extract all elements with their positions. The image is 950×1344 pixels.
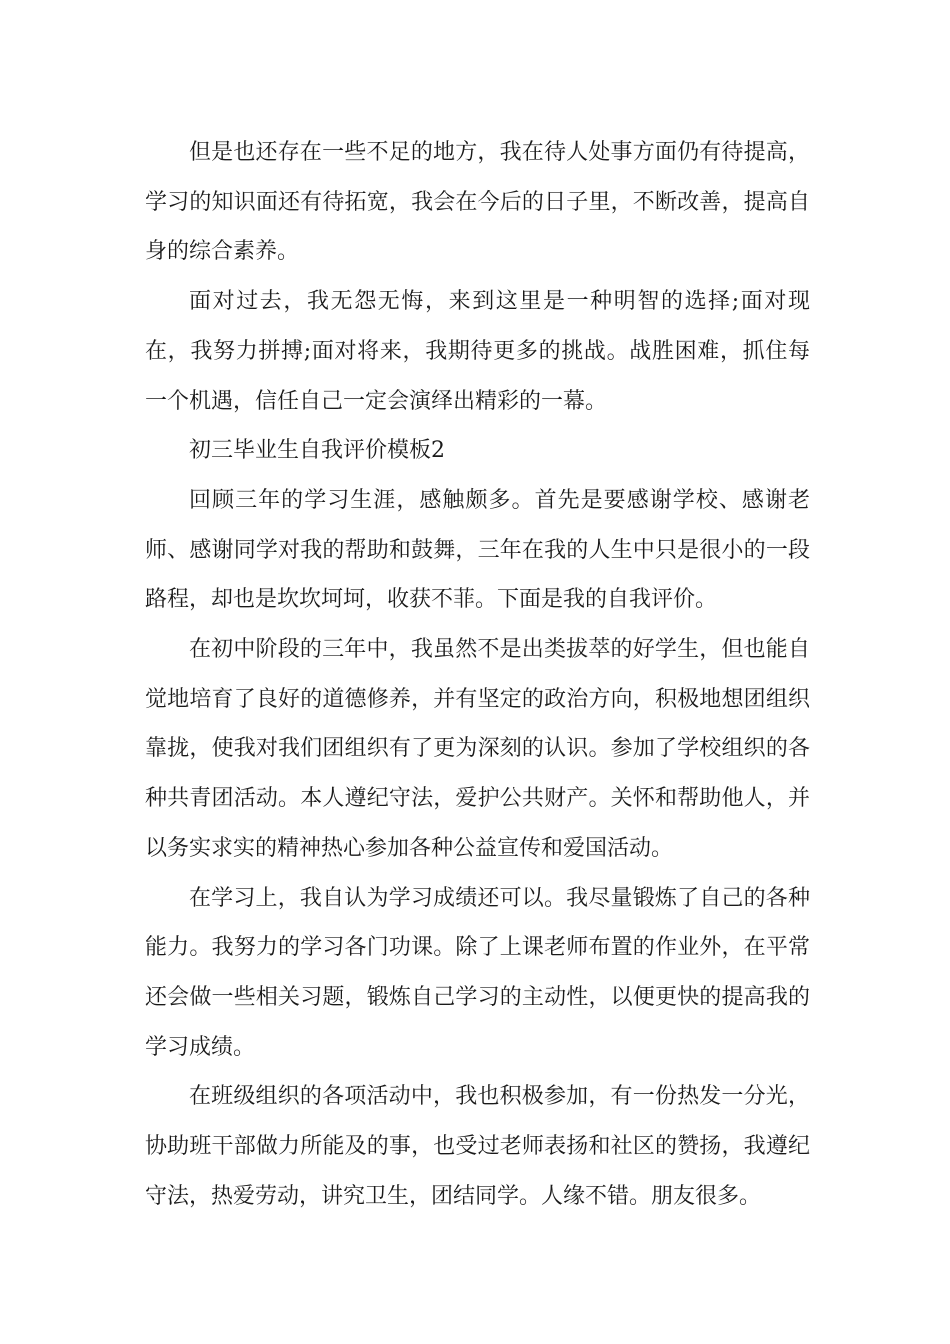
document-body bbox=[145, 128, 810, 1221]
paragraph-facing-past: 面对过去，我无怨无悔，来到这里是一种明智的选择;面对现在，我努力拼搏;面对将来，我期待更多的挑战。战胜困难，抓住每一个机遇，信任自己一定会演绎出精彩的一幕。 bbox=[145, 289, 810, 414]
paragraph-activities: 在班级组织的各项活动中，我也积极参加，有一份热发一分光，协助班干部做力所能及的事，也受过老师表扬和社区的赞扬，我遵纪守法，热爱劳动，讲究卫生，团结同学。人缘不错。朋友很多。 bbox=[145, 1084, 810, 1209]
paragraph-study: 在学习上，我自认为学习成绩还可以。我尽量锻炼了自己的各种能力。我努力的学习各门功课。除了上课老师布置的作业外，在平常还会做一些相关习题，锻炼自己学习的主动性，以便更快的提高我的学习成绩。 bbox=[145, 885, 810, 1060]
paragraph-shortcomings: 但是也还存在一些不足的地方，我在待人处事方面仍有待提高，学习的知识面还有待拓宽，我会在今后的日子里，不断改善，提高自身的综合素养。 bbox=[145, 140, 810, 265]
paragraph-review: 回顾三年的学习生涯，感触颇多。首先是要感谢学校、感谢老师、感谢同学对我的帮助和鼓舞，三年在我的人生中只是很小的一段路程，却也是坎坎坷坷，收获不菲。下面是我的自我评价。 bbox=[145, 487, 810, 613]
section-heading: 初三毕业生自我评价模板2 bbox=[189, 438, 445, 464]
paragraph-moral: 在初中阶段的三年中，我虽然不是出类拔萃的好学生，但也能自觉地培育了良好的道德修养，并有坚定的政治方向，积极地想团组织靠拢，使我对我们团组织有了更为深刻的认识。参加了学校组织的各种共青团活动。本人遵纪守法，爱护公共财产。关怀和帮助他人，并以务实求实的精神热心参加各种公益宣传和爱国活动。 bbox=[145, 637, 810, 861]
